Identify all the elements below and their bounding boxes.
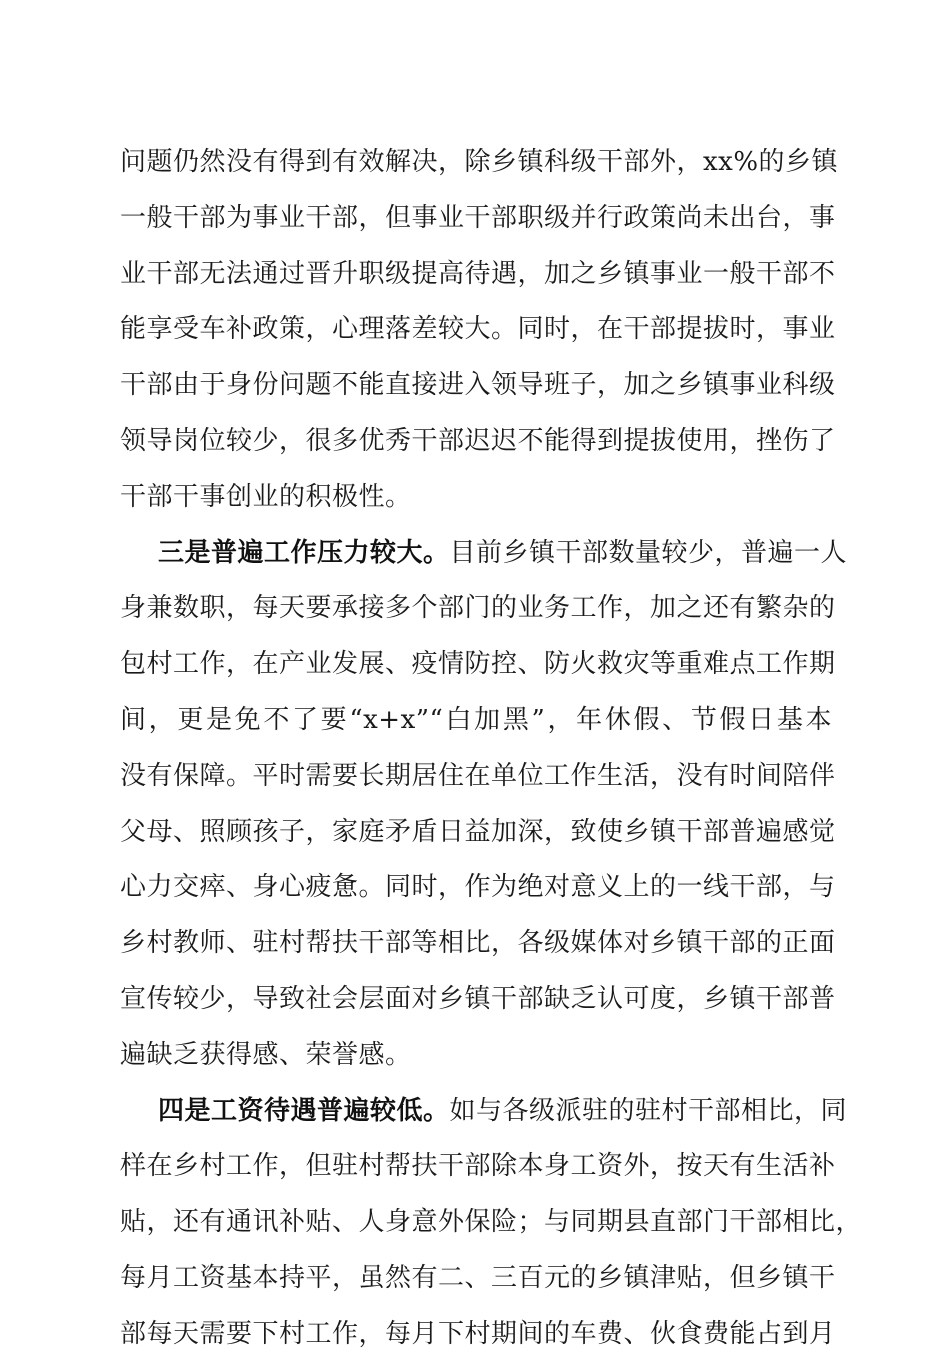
text-run: 如与各级派驻的驻村干部相比，同 <box>449 1095 848 1126</box>
text-line: 遍缺乏获得感、荣誉感。 <box>120 1039 412 1070</box>
section-lead: 三是普遍工作压力较大。 <box>158 537 450 568</box>
text-line: 干部由于身份问题不能直接进入领导班子，加之乡镇事业科级 <box>120 370 836 401</box>
text-run: 目前乡镇干部数量较少，普遍一人 <box>449 537 848 568</box>
text-line: 乡村教师、驻村帮扶干部等相比，各级媒体对乡镇干部的正面 <box>120 928 836 959</box>
text-line: 父母、照顾孩子，家庭矛盾日益加深，致使乡镇干部普遍感觉 <box>120 816 836 847</box>
text-line: 没有保障。平时需要长期居住在单位工作生活，没有时间陪伴 <box>120 760 836 791</box>
text-line: 问题仍然没有得到有效解决，除乡镇科级干部外，xx%的乡镇 <box>120 147 839 177</box>
text-line: 宣传较少，导致社会层面对乡镇干部缺乏认可度，乡镇干部普 <box>120 983 836 1014</box>
text-line: 业干部无法通过晋升职级提高待遇，加之乡镇事业一般干部不 <box>120 258 836 289</box>
text-line: 干部干事创业的积极性。 <box>120 481 412 512</box>
text-line: 间，更是免不了要“x+x”“白加黑”，年休假、节假日基本 <box>120 704 832 735</box>
text-line: 心力交瘁、身心疲惫。同时，作为绝对意义上的一线干部，与 <box>120 872 836 903</box>
text-line: 部每天需要下村工作，每月下村期间的车费、伙食费能占到月 <box>120 1318 836 1349</box>
text-line: 身兼数职，每天要承接多个部门的业务工作，加之还有繁杂的 <box>120 593 836 624</box>
text-line: 能享受车补政策，心理落差较大。同时，在干部提拔时，事业 <box>120 314 836 345</box>
paragraph-first-line <box>120 526 848 582</box>
text-line: 包村工作，在产业发展、疫情防控、防火救灾等重难点工作期 <box>120 649 836 680</box>
text-line: 每月工资基本持平，虽然有二、三百元的乡镇津贴，但乡镇干 <box>120 1262 836 1293</box>
text-line: 领导岗位较少，很多优秀干部迟迟不能得到提拔使用，挫伤了 <box>120 425 836 456</box>
text-line: 样在乡村工作，但驻村帮扶干部除本身工资外，按天有生活补 <box>120 1151 836 1182</box>
document-body <box>120 135 863 1363</box>
section-lead: 四是工资待遇普遍较低。 <box>158 1095 450 1126</box>
text-line: 一般干部为事业干部，但事业干部职级并行政策尚未出台，事 <box>120 202 836 233</box>
text-line: 贴，还有通讯补贴、人身意外保险；与同期县直部门干部相比， <box>120 1207 863 1238</box>
paragraph-first-line <box>120 1084 848 1140</box>
